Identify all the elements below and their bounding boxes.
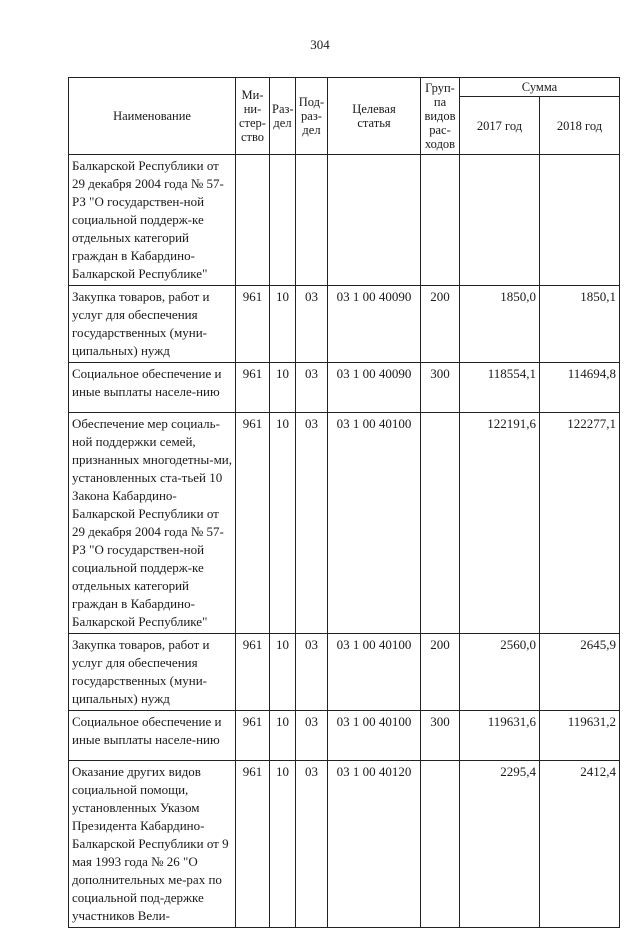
row-subsection: 03 [296, 413, 328, 634]
row-section: 10 [270, 363, 296, 413]
row-target-article: 03 1 00 40090 [328, 363, 421, 413]
header-section: Раз- дел [270, 78, 296, 155]
row-subsection [296, 155, 328, 286]
row-section: 10 [270, 286, 296, 363]
table-row [69, 761, 620, 928]
row-expense-group [421, 413, 460, 634]
row-target-article: 03 1 00 40100 [328, 634, 421, 711]
header-year-2018: 2018 год [540, 97, 620, 155]
row-sum-2018: 122277,1 [540, 413, 620, 634]
row-sum-2017: 2560,0 [460, 634, 540, 711]
row-expense-group: 200 [421, 286, 460, 363]
row-subsection: 03 [296, 634, 328, 711]
row-ministry: 961 [236, 711, 270, 761]
row-sum-2018: 114694,8 [540, 363, 620, 413]
table-row [69, 711, 620, 761]
row-section [270, 155, 296, 286]
row-sum-2017: 122191,6 [460, 413, 540, 634]
row-name: Закупка товаров, работ и услуг для обеспечения государственных (муни-ципальных) нужд [69, 634, 236, 711]
row-section: 10 [270, 634, 296, 711]
row-expense-group: 300 [421, 363, 460, 413]
row-subsection: 03 [296, 711, 328, 761]
row-name: Балкарской Республики от 29 декабря 2004 года № 57-РЗ "О государствен-ной социальной поддерж-ке отдельных категорий граждан в Кабардино-Балкарской Республике" [69, 155, 236, 286]
header-target-article: Целевая статья [328, 78, 421, 155]
row-ministry: 961 [236, 634, 270, 711]
row-subsection: 03 [296, 761, 328, 928]
row-sum-2018: 2645,9 [540, 634, 620, 711]
row-section: 10 [270, 711, 296, 761]
table-row [69, 363, 620, 413]
row-sum-2017: 2295,4 [460, 761, 540, 928]
table-row [69, 155, 620, 286]
row-expense-group [421, 761, 460, 928]
row-name: Социальное обеспечение и иные выплаты населе-нию [69, 363, 236, 413]
row-target-article: 03 1 00 40100 [328, 711, 421, 761]
row-ministry [236, 155, 270, 286]
row-target-article: 03 1 00 40100 [328, 413, 421, 634]
row-name: Социальное обеспечение и иные выплаты населе-нию [69, 711, 236, 761]
row-sum-2018: 2412,4 [540, 761, 620, 928]
table-row [69, 413, 620, 634]
page-number: 304 [310, 37, 330, 52]
row-target-article [328, 155, 421, 286]
row-expense-group: 300 [421, 711, 460, 761]
row-sum-2018: 1850,1 [540, 286, 620, 363]
row-sum-2017: 1850,0 [460, 286, 540, 363]
table-row [69, 286, 620, 363]
row-sum-2017: 118554,1 [460, 363, 540, 413]
row-name: Закупка товаров, работ и услуг для обеспечения государственных (муни-ципальных) нужд [69, 286, 236, 363]
row-sum-2017 [460, 155, 540, 286]
header-name: Наименование [69, 78, 236, 155]
header-sum: Сумма [460, 78, 620, 97]
row-section: 10 [270, 413, 296, 634]
row-name: Оказание других видов социальной помощи, установленных Указом Президента Кабардино-Балкарской Республики от 9 мая 1993 года № 26 "О дополнительных ме-рах по социальной под-держке участников Вели- [69, 761, 236, 928]
row-ministry: 961 [236, 413, 270, 634]
row-ministry: 961 [236, 286, 270, 363]
row-section: 10 [270, 761, 296, 928]
row-target-article: 03 1 00 40090 [328, 286, 421, 363]
budget-table [68, 77, 620, 928]
row-target-article: 03 1 00 40120 [328, 761, 421, 928]
header-ministry: Ми- ни- стер- ство [236, 78, 270, 155]
table-row [69, 634, 620, 711]
row-expense-group [421, 155, 460, 286]
row-ministry: 961 [236, 761, 270, 928]
header-expense-group: Груп- па видов рас- ходов [421, 78, 460, 155]
row-sum-2017: 119631,6 [460, 711, 540, 761]
row-ministry: 961 [236, 363, 270, 413]
row-name: Обеспечение мер социаль-ной поддержки семей, признанных многодетны-ми, установленных ста-тьей 10 Закона Кабардино-Балкарской Республики от 29 декабря 2004 года № 57-РЗ "О государствен-ной социальной поддерж-ке отдельных категорий граждан в Кабардино-Балкарской Республике" [69, 413, 236, 634]
row-expense-group: 200 [421, 634, 460, 711]
header-subsection: Под- раз- дел [296, 78, 328, 155]
row-subsection: 03 [296, 363, 328, 413]
row-sum-2018 [540, 155, 620, 286]
header-year-2017: 2017 год [460, 97, 540, 155]
row-sum-2018: 119631,2 [540, 711, 620, 761]
row-subsection: 03 [296, 286, 328, 363]
